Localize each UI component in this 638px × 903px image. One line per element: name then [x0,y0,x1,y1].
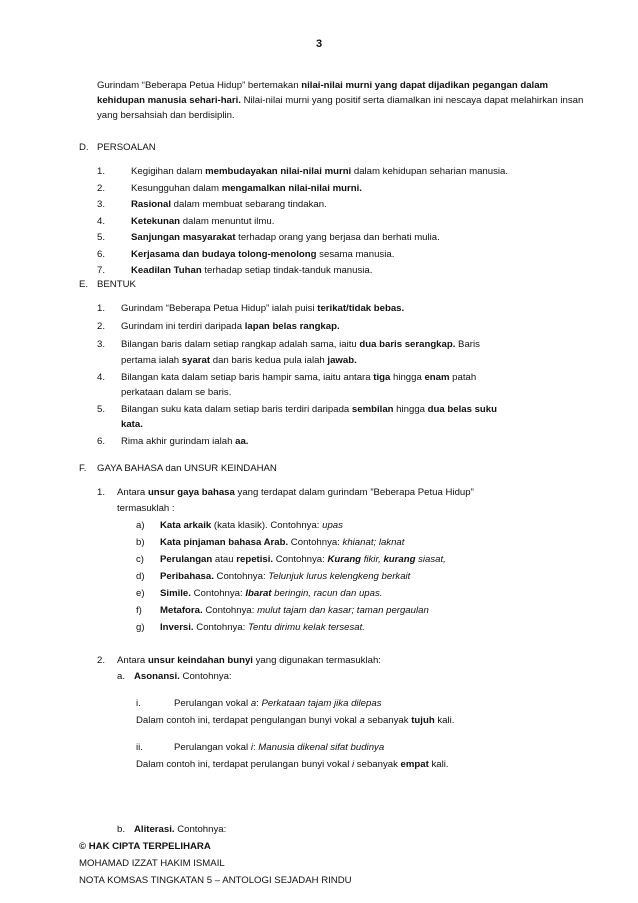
list-item: 1. Kegigihan dalam membudayakan nilai-nilai murni dalam kehidupan seharian manusia. [97,166,509,177]
intro-paragraph: Gurindam “Beberapa Petua Hidup” bertemakan nilai-nilai murni yang dapat dijadikan pegangan dalam kehidupan manusia sehari-hari. Nilai-nilai murni yang positif serta diamalkan ini nescaya dapat melahirkan insan yang bersahsiah dan berdisiplin. [97,80,584,121]
list-item: 3. Rasional dalam membuat sebarang tindakan. [97,199,327,210]
list-item: 2. Kesungguhan dalam mengamalkan nilai-nilai murni. [97,182,362,194]
list-item: 5. Sanjungan masyarakat terhadap orang yang berjasa dan berhati mulia. [97,232,440,243]
aliterasi-heading: b. Aliterasi. Contohnya: [117,824,227,835]
copyright-notice: © HAK CIPTA TERPELIHARA [79,841,211,852]
asonansi-example-ii: ii. Perulangan vokal i: Manusia dikenal sifat budinya [136,742,385,753]
list-item: 6. Rima akhir gurindam ialah aa. [97,436,249,447]
list-item-continuation: pertama ialah syarat dan baris kedua pula ialah jawab. [121,355,357,366]
list-item: f) Metafora. Contohnya: mulut tajam dan kasar; taman pergaulan [136,605,429,616]
list-item-continuation: perkataan dalam se baris. [121,387,232,398]
f-item-1-continuation: termasuklah : [117,503,175,514]
list-item: 2. Gurindam ini terdiri daripada lapan belas rangkap. [97,321,340,332]
list-item: 5. Bilangan suku kata dalam setiap baris terdiri daripada sembilan hingga dua belas suku [97,404,497,415]
list-item: c) Perulangan atau repetisi. Contohnya: Kurang fikir, kurang siasat, [136,554,446,565]
list-item: e) Simile. Contohnya: Ibarat beringin, racun dan upas. [136,588,383,599]
f-item-1: 1. Antara unsur gaya bahasa yang terdapat dalam gurindam ”Beberapa Petua Hidup” [97,487,474,498]
list-item: 1. Gurindam “Beberapa Petua Hidup” ialah puisi terikat/tidak bebas. [97,303,405,314]
footer-note: NOTA KOMSAS TINGKATAN 5 – ANTOLOGI SEJADAH RINDU [79,875,352,886]
asonansi-example-i: i. Perulangan vokal a: Perkataan tajam jika dilepas [136,698,382,709]
section-f-heading: F. GAYA BAHASA dan UNSUR KEINDAHAN [79,463,277,474]
section-d-heading: D. PERSOALAN [79,142,156,153]
asonansi-explanation-i: Dalam contoh ini, terdapat pengulangan bunyi vokal a sebanyak tujuh kali. [136,715,455,726]
list-item: 4. Ketekunan dalam menuntut ilmu. [97,215,275,227]
list-item-continuation: kata. [121,419,143,430]
list-item: g) Inversi. Contohnya: Tentu dirimu kelak tersesat. [136,622,365,633]
list-item: 4. Bilangan kata dalam setiap baris hampir sama, iaitu antara tiga hingga enam patah [97,372,477,383]
list-item: 3. Bilangan baris dalam setiap rangkap adalah sama, iaitu dua baris serangkap. Baris [97,339,480,350]
list-item: 7. Keadilan Tuhan terhadap setiap tindak-tanduk manusia. [97,265,373,276]
list-item: b) Kata pinjaman bahasa Arab. Contohnya: khianat; laknat [136,537,405,548]
list-item: 6. Kerjasama dan budaya tolong-menolong sesama manusia. [97,248,395,260]
asonansi-explanation-ii: Dalam contoh ini, terdapat perulangan bunyi vokal i sebanyak empat kali. [136,759,449,770]
section-e-heading: E. BENTUK [79,279,136,290]
author-name: MOHAMAD IZZAT HAKIM ISMAIL [79,858,225,869]
f-item-2: 2. Antara unsur keindahan bunyi yang digunakan termasuklah: [97,655,381,666]
page-number: 3 [315,38,323,50]
asonansi-heading: a. Asonansi. Contohnya: [117,671,232,682]
list-item: a) Kata arkaik (kata klasik). Contohnya: upas [136,520,343,531]
footer [79,840,352,888]
list-item: d) Peribahasa. Contohnya: Telunjuk lurus kelengkeng berkait [136,571,411,582]
